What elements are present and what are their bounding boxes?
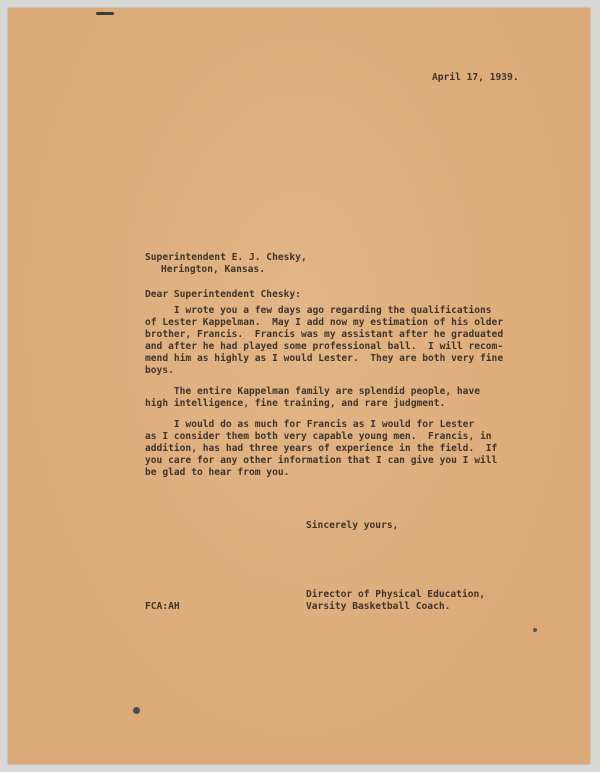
para1-line: and after he had played some professional ball. I will recom-	[145, 341, 504, 352]
para2-line: high intelligence, fine training, and rare judgment.	[145, 398, 446, 409]
para3-line: be glad to hear from you.	[145, 467, 290, 478]
recipient-line-1: Superintendent E. J. Chesky,	[145, 252, 307, 263]
typist-initials: FCA:AH	[145, 601, 180, 612]
para2-line: The entire Kappelman family are splendid people, have	[145, 386, 481, 397]
para1-line: I wrote you a few days ago regarding the qualifications	[145, 305, 492, 316]
letter-date: April 17, 1939.	[432, 72, 519, 83]
para1-line: of Lester Kappelman. May I add now my estimation of his older	[145, 317, 504, 328]
punch-mark	[133, 707, 140, 714]
recipient-line-2: Herington, Kansas.	[161, 264, 265, 275]
para1-line: boys.	[145, 365, 174, 376]
signature-title-1: Director of Physical Education,	[306, 589, 486, 600]
ink-speck	[533, 628, 537, 632]
para3-line: I would do as much for Francis as I would for Lester	[145, 419, 475, 430]
para1-line: brother, Francis. Francis was my assistant after he graduated	[145, 329, 504, 340]
para1-line: mend him as highly as I would Lester. They are both very fine	[145, 353, 504, 364]
signature-title-2: Varsity Basketball Coach.	[306, 601, 451, 612]
para3-line: you care for any other information that I can give you I will	[145, 455, 498, 466]
para3-line: as I consider them both very capable young men. Francis, in	[145, 431, 492, 442]
ink-mark	[96, 12, 114, 15]
letter-page	[8, 8, 590, 764]
para3-line: addition, has had three years of experience in the field. If	[145, 443, 498, 454]
salutation: Dear Superintendent Chesky:	[145, 289, 301, 300]
closing: Sincerely yours,	[306, 520, 399, 531]
